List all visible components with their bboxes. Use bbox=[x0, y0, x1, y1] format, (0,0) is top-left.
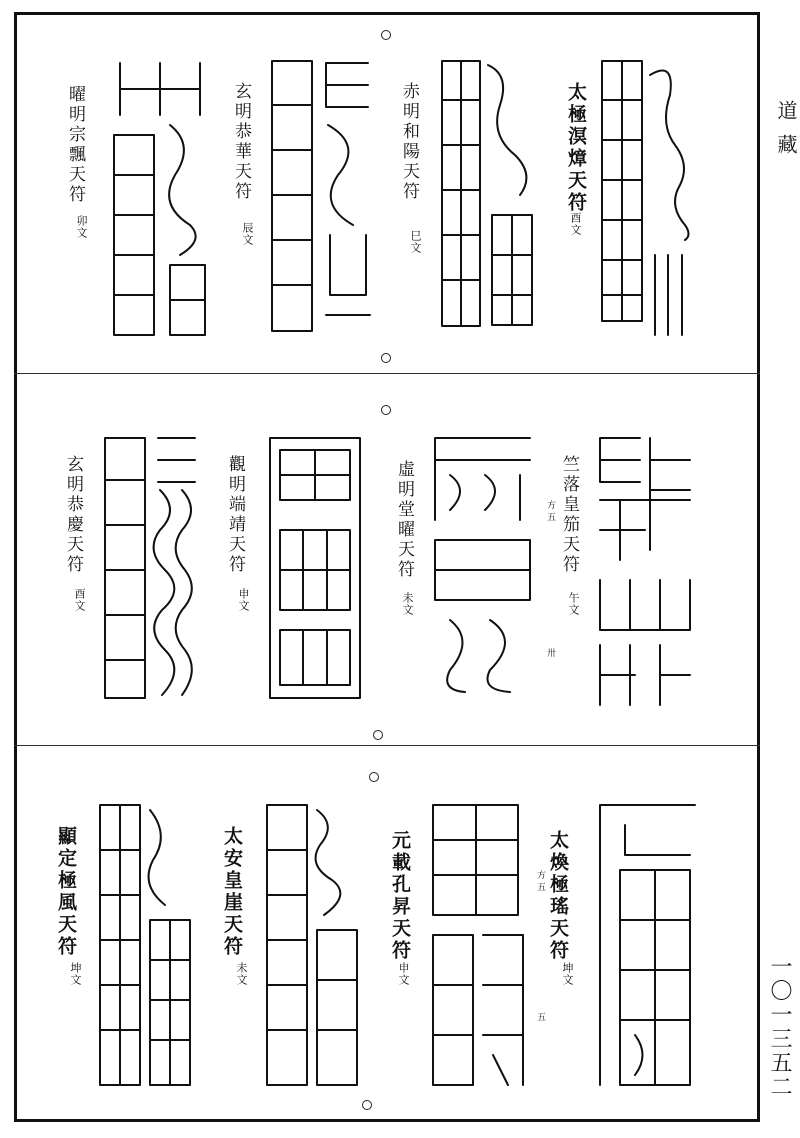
marginal-note: 卅 bbox=[545, 648, 555, 660]
talisman-figure bbox=[600, 55, 695, 345]
talisman-branch: 巳文 bbox=[409, 230, 422, 254]
talisman-name: 虛明堂曜天符 bbox=[394, 460, 414, 580]
binding-circle bbox=[381, 405, 391, 415]
binding-circle bbox=[381, 353, 391, 363]
talisman-figure bbox=[595, 795, 700, 1095]
talisman-figure bbox=[268, 55, 378, 340]
talisman-figure bbox=[262, 795, 362, 1095]
talisman-direction: 方五 bbox=[535, 870, 545, 894]
talisman-figure bbox=[265, 430, 365, 705]
talisman-branch: 坤文 bbox=[561, 962, 574, 986]
binding-circle bbox=[369, 772, 379, 782]
talisman-branch: 酉文 bbox=[569, 212, 582, 236]
talisman-figure bbox=[95, 795, 195, 1095]
talisman-name: 赤明和陽天符 bbox=[399, 82, 419, 202]
talisman-branch: 申文 bbox=[237, 588, 250, 612]
collection-title: 道藏 bbox=[774, 100, 798, 168]
binding-circle bbox=[381, 30, 391, 40]
talisman-name: 太極溟𤍤天符 bbox=[565, 82, 587, 214]
talisman-figure bbox=[110, 55, 210, 345]
talisman-figure bbox=[590, 430, 700, 710]
panel-divider-2 bbox=[14, 745, 760, 746]
talisman-branch: 辰文 bbox=[241, 222, 254, 246]
talisman-figure bbox=[440, 55, 540, 345]
talisman-direction: 方五 bbox=[545, 500, 555, 524]
talisman-figure bbox=[100, 430, 200, 705]
page-number: 一〇一三五二 bbox=[767, 955, 792, 1099]
talisman-branch: 未文 bbox=[401, 592, 414, 616]
talisman-name: 曜明宗飄天符 bbox=[65, 85, 85, 205]
talisman-branch: 卯文 bbox=[75, 215, 88, 239]
marginal-note: 五 bbox=[535, 1012, 545, 1024]
talisman-branch: 未文 bbox=[235, 962, 248, 986]
talisman-branch: 坤文 bbox=[69, 962, 82, 986]
talisman-branch: 酉文 bbox=[73, 588, 86, 612]
talisman-branch: 申文 bbox=[397, 962, 410, 986]
talisman-figure bbox=[430, 430, 535, 705]
talisman-name: 太煥極瑤天符 bbox=[547, 830, 569, 962]
talisman-name: 玄明恭慶天符 bbox=[63, 455, 83, 575]
talisman-name: 元載孔昇天符 bbox=[389, 830, 411, 962]
talisman-name: 太安皇崖天符 bbox=[221, 826, 243, 958]
talisman-branch: 午文 bbox=[567, 592, 580, 616]
talisman-name: 觀明端靖天符 bbox=[225, 455, 245, 575]
talisman-name: 顯定極風天符 bbox=[55, 826, 77, 958]
talisman-name: 玄明恭華天符 bbox=[231, 82, 251, 202]
binding-circle bbox=[373, 730, 383, 740]
binding-circle bbox=[362, 1100, 372, 1110]
panel-divider-1 bbox=[14, 373, 760, 374]
talisman-figure bbox=[428, 795, 528, 1095]
talisman-name: 竺落皇笳天符 bbox=[559, 455, 579, 575]
